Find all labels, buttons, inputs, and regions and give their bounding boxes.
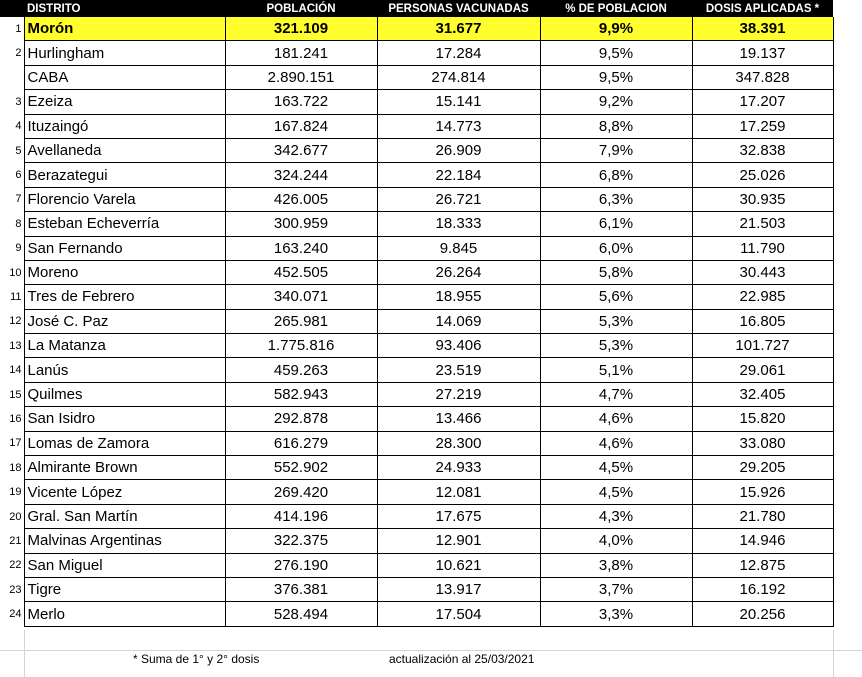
vaccinated-cell: 23.519 bbox=[377, 358, 540, 382]
rank-cell: 16 bbox=[0, 407, 24, 431]
percent-cell: 5,3% bbox=[540, 309, 692, 333]
rank-cell: 4 bbox=[0, 114, 24, 138]
table-row bbox=[0, 236, 833, 260]
percent-cell: 6,1% bbox=[540, 212, 692, 236]
district-cell: Gral. San Martín bbox=[24, 504, 225, 528]
doses-cell: 16.192 bbox=[692, 577, 833, 601]
rank-cell bbox=[0, 65, 24, 89]
percent-cell: 4,7% bbox=[540, 382, 692, 406]
table-row bbox=[0, 602, 833, 626]
percent-cell: 9,9% bbox=[540, 17, 692, 41]
doses-cell: 17.207 bbox=[692, 90, 833, 114]
population-cell: 528.494 bbox=[225, 602, 377, 626]
rank-cell: 23 bbox=[0, 577, 24, 601]
district-cell: San Isidro bbox=[24, 407, 225, 431]
vaccinated-cell: 17.675 bbox=[377, 504, 540, 528]
percent-cell: 9,5% bbox=[540, 41, 692, 65]
vaccinated-cell: 17.504 bbox=[377, 602, 540, 626]
vaccinated-cell: 26.909 bbox=[377, 138, 540, 162]
table-row bbox=[0, 504, 833, 528]
population-cell: 265.981 bbox=[225, 309, 377, 333]
percent-cell: 8,8% bbox=[540, 114, 692, 138]
percent-cell: 5,8% bbox=[540, 260, 692, 284]
district-cell: Ezeiza bbox=[24, 90, 225, 114]
rank-cell: 18 bbox=[0, 456, 24, 480]
percent-cell: 5,6% bbox=[540, 285, 692, 309]
rank-cell: 14 bbox=[0, 358, 24, 382]
vaccinated-cell: 13.466 bbox=[377, 407, 540, 431]
population-cell: 163.240 bbox=[225, 236, 377, 260]
percent-cell: 6,8% bbox=[540, 163, 692, 187]
header-percent: % DE POBLACION bbox=[540, 0, 692, 17]
percent-cell: 4,0% bbox=[540, 529, 692, 553]
doses-cell: 21.780 bbox=[692, 504, 833, 528]
rank-cell: 21 bbox=[0, 529, 24, 553]
table-row bbox=[0, 431, 833, 455]
doses-cell: 20.256 bbox=[692, 602, 833, 626]
rank-cell: 10 bbox=[0, 260, 24, 284]
district-cell: Morón bbox=[24, 17, 225, 41]
table-row bbox=[0, 309, 833, 333]
percent-cell: 6,0% bbox=[540, 236, 692, 260]
population-cell: 340.071 bbox=[225, 285, 377, 309]
population-cell: 269.420 bbox=[225, 480, 377, 504]
doses-cell: 32.838 bbox=[692, 138, 833, 162]
percent-cell: 3,7% bbox=[540, 577, 692, 601]
doses-cell: 101.727 bbox=[692, 334, 833, 358]
doses-cell: 15.926 bbox=[692, 480, 833, 504]
population-cell: 300.959 bbox=[225, 212, 377, 236]
district-cell: San Miguel bbox=[24, 553, 225, 577]
doses-cell: 15.820 bbox=[692, 407, 833, 431]
population-cell: 582.943 bbox=[225, 382, 377, 406]
rank-cell: 3 bbox=[0, 90, 24, 114]
vaccinated-cell: 12.081 bbox=[377, 480, 540, 504]
table-row bbox=[0, 163, 833, 187]
population-cell: 167.824 bbox=[225, 114, 377, 138]
percent-cell: 4,6% bbox=[540, 407, 692, 431]
district-cell: La Matanza bbox=[24, 334, 225, 358]
doses-cell: 30.935 bbox=[692, 187, 833, 211]
doses-cell: 29.205 bbox=[692, 456, 833, 480]
rank-cell: 24 bbox=[0, 602, 24, 626]
rank-cell: 20 bbox=[0, 504, 24, 528]
vaccinated-cell: 17.284 bbox=[377, 41, 540, 65]
header-population: POBLACIÓN bbox=[225, 0, 377, 17]
doses-cell: 347.828 bbox=[692, 65, 833, 89]
rank-cell: 2 bbox=[0, 41, 24, 65]
vaccinated-cell: 22.184 bbox=[377, 163, 540, 187]
percent-cell: 3,8% bbox=[540, 553, 692, 577]
district-cell: Almirante Brown bbox=[24, 456, 225, 480]
district-cell: Avellaneda bbox=[24, 138, 225, 162]
rank-cell: 15 bbox=[0, 382, 24, 406]
population-cell: 452.505 bbox=[225, 260, 377, 284]
footnotes bbox=[0, 652, 862, 672]
grid-divider bbox=[0, 650, 862, 651]
district-cell: Hurlingham bbox=[24, 41, 225, 65]
vaccinated-cell: 13.917 bbox=[377, 577, 540, 601]
district-cell: Vicente López bbox=[24, 480, 225, 504]
population-cell: 426.005 bbox=[225, 187, 377, 211]
table-row bbox=[0, 17, 833, 41]
table-row bbox=[0, 114, 833, 138]
vaccinated-cell: 24.933 bbox=[377, 456, 540, 480]
doses-cell: 30.443 bbox=[692, 260, 833, 284]
header-vaccinated: PERSONAS VACUNADAS bbox=[377, 0, 540, 17]
table-row bbox=[0, 285, 833, 309]
table-row bbox=[0, 480, 833, 504]
doses-cell: 12.875 bbox=[692, 553, 833, 577]
rank-cell: 5 bbox=[0, 138, 24, 162]
district-cell: Lomas de Zamora bbox=[24, 431, 225, 455]
vaccinated-cell: 274.814 bbox=[377, 65, 540, 89]
percent-cell: 4,5% bbox=[540, 456, 692, 480]
vaccinated-cell: 18.333 bbox=[377, 212, 540, 236]
vaccinated-cell: 27.219 bbox=[377, 382, 540, 406]
table-row bbox=[0, 358, 833, 382]
doses-cell: 19.137 bbox=[692, 41, 833, 65]
district-cell: Lanús bbox=[24, 358, 225, 382]
table-row bbox=[0, 407, 833, 431]
rank-cell: 13 bbox=[0, 334, 24, 358]
percent-cell: 9,5% bbox=[540, 65, 692, 89]
doses-cell: 25.026 bbox=[692, 163, 833, 187]
district-cell: Quilmes bbox=[24, 382, 225, 406]
table-row bbox=[0, 456, 833, 480]
header-district: DISTRITO bbox=[24, 0, 225, 17]
vaccinated-cell: 26.721 bbox=[377, 187, 540, 211]
doses-cell: 32.405 bbox=[692, 382, 833, 406]
population-cell: 552.902 bbox=[225, 456, 377, 480]
table-row bbox=[0, 529, 833, 553]
percent-cell: 4,5% bbox=[540, 480, 692, 504]
population-cell: 163.722 bbox=[225, 90, 377, 114]
doses-cell: 33.080 bbox=[692, 431, 833, 455]
doses-cell: 22.985 bbox=[692, 285, 833, 309]
vaccinated-cell: 9.845 bbox=[377, 236, 540, 260]
percent-cell: 4,6% bbox=[540, 431, 692, 455]
percent-cell: 5,3% bbox=[540, 334, 692, 358]
district-cell: Moreno bbox=[24, 260, 225, 284]
population-cell: 181.241 bbox=[225, 41, 377, 65]
doses-cell: 29.061 bbox=[692, 358, 833, 382]
header-rank bbox=[0, 0, 24, 17]
rank-cell: 12 bbox=[0, 309, 24, 333]
table-row bbox=[0, 90, 833, 114]
vaccinated-cell: 18.955 bbox=[377, 285, 540, 309]
district-cell: Malvinas Argentinas bbox=[24, 529, 225, 553]
rank-cell: 6 bbox=[0, 163, 24, 187]
percent-cell: 5,1% bbox=[540, 358, 692, 382]
district-cell: Esteban Echeverría bbox=[24, 212, 225, 236]
district-cell: Merlo bbox=[24, 602, 225, 626]
vaccinated-cell: 93.406 bbox=[377, 334, 540, 358]
district-cell: Tigre bbox=[24, 577, 225, 601]
vaccinated-cell: 10.621 bbox=[377, 553, 540, 577]
vaccinated-cell: 12.901 bbox=[377, 529, 540, 553]
percent-cell: 4,3% bbox=[540, 504, 692, 528]
doses-cell: 14.946 bbox=[692, 529, 833, 553]
header-doses: DOSIS APLICADAS * bbox=[692, 0, 833, 17]
population-cell: 459.263 bbox=[225, 358, 377, 382]
vaccinated-cell: 14.773 bbox=[377, 114, 540, 138]
district-cell: Florencio Varela bbox=[24, 187, 225, 211]
population-cell: 342.677 bbox=[225, 138, 377, 162]
rank-cell: 22 bbox=[0, 553, 24, 577]
table-row bbox=[0, 138, 833, 162]
population-cell: 414.196 bbox=[225, 504, 377, 528]
rank-cell: 11 bbox=[0, 285, 24, 309]
update-footnote: actualización al 25/03/2021 bbox=[389, 652, 535, 666]
table-body bbox=[0, 17, 833, 626]
population-cell: 324.244 bbox=[225, 163, 377, 187]
population-cell: 322.375 bbox=[225, 529, 377, 553]
percent-cell: 7,9% bbox=[540, 138, 692, 162]
district-cell: Tres de Febrero bbox=[24, 285, 225, 309]
table-row bbox=[0, 382, 833, 406]
doses-cell: 11.790 bbox=[692, 236, 833, 260]
district-cell: Ituzaingó bbox=[24, 114, 225, 138]
table-row bbox=[0, 187, 833, 211]
percent-cell: 9,2% bbox=[540, 90, 692, 114]
population-cell: 292.878 bbox=[225, 407, 377, 431]
vaccinated-cell: 31.677 bbox=[377, 17, 540, 41]
vaccinated-cell: 14.069 bbox=[377, 309, 540, 333]
table-row bbox=[0, 553, 833, 577]
table-row bbox=[0, 41, 833, 65]
population-cell: 616.279 bbox=[225, 431, 377, 455]
vaccinated-cell: 28.300 bbox=[377, 431, 540, 455]
percent-cell: 3,3% bbox=[540, 602, 692, 626]
district-cell: CABA bbox=[24, 65, 225, 89]
population-cell: 376.381 bbox=[225, 577, 377, 601]
rank-cell: 7 bbox=[0, 187, 24, 211]
population-cell: 1.775.816 bbox=[225, 334, 377, 358]
rank-cell: 1 bbox=[0, 17, 24, 41]
doses-cell: 21.503 bbox=[692, 212, 833, 236]
rank-cell: 8 bbox=[0, 212, 24, 236]
doses-cell: 17.259 bbox=[692, 114, 833, 138]
rank-cell: 17 bbox=[0, 431, 24, 455]
header-row bbox=[0, 0, 833, 17]
population-cell: 2.890.151 bbox=[225, 65, 377, 89]
doses-cell: 38.391 bbox=[692, 17, 833, 41]
district-cell: Berazategui bbox=[24, 163, 225, 187]
table-row bbox=[0, 212, 833, 236]
table-row bbox=[0, 577, 833, 601]
population-cell: 321.109 bbox=[225, 17, 377, 41]
table-row bbox=[0, 334, 833, 358]
rank-cell: 19 bbox=[0, 480, 24, 504]
population-cell: 276.190 bbox=[225, 553, 377, 577]
percent-cell: 6,3% bbox=[540, 187, 692, 211]
doses-footnote: * Suma de 1° y 2° dosis bbox=[133, 652, 260, 666]
doses-cell: 16.805 bbox=[692, 309, 833, 333]
vaccinated-cell: 15.141 bbox=[377, 90, 540, 114]
vaccinated-cell: 26.264 bbox=[377, 260, 540, 284]
table-row bbox=[0, 65, 833, 89]
table-row bbox=[0, 260, 833, 284]
district-cell: San Fernando bbox=[24, 236, 225, 260]
district-cell: José C. Paz bbox=[24, 309, 225, 333]
rank-cell: 9 bbox=[0, 236, 24, 260]
